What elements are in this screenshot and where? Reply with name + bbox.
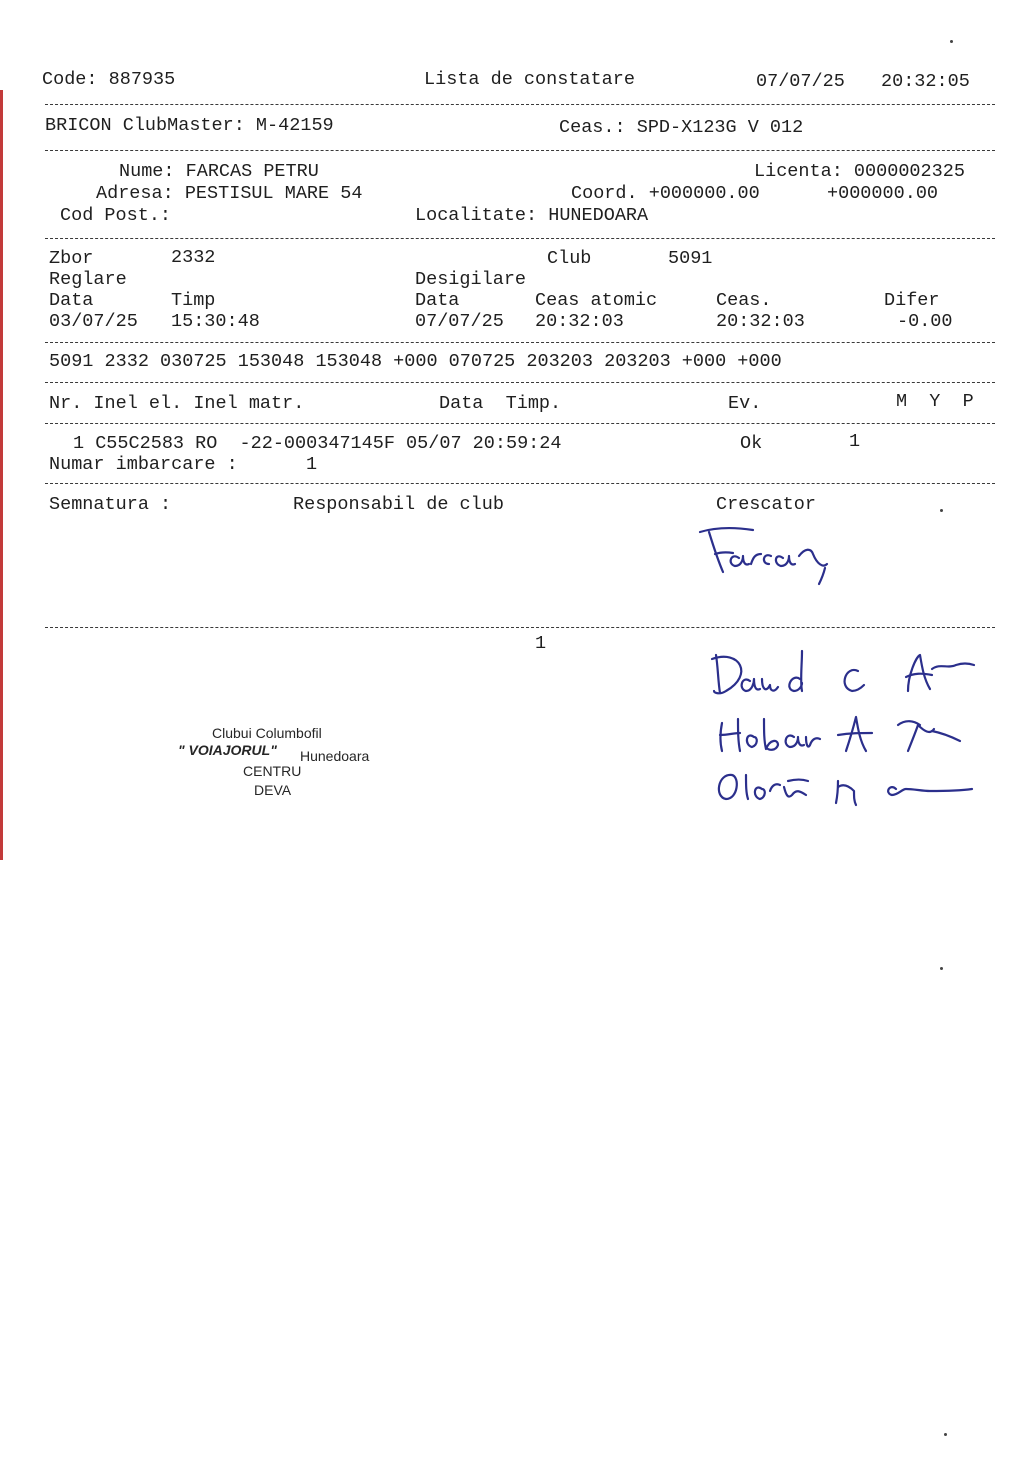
stamp-line4: DEVA [254,782,292,798]
club-responsible-label: Responsabil de club [293,494,504,515]
separator-line [45,238,995,239]
reglare-date: 03/07/25 [49,311,138,332]
clubmaster-id: BRICON ClubMaster: M-42159 [45,115,334,136]
stamp-line2: " VOIAJORUL" [178,742,277,758]
fancier-coord: Coord. +000000.00 [571,183,760,204]
boarding-label: Numar imbarcare : [49,454,238,475]
postal-code: Cod Post.: [60,205,172,226]
breeder-label: Crescator [716,494,816,515]
locality: Localitate: HUNEDOARA [415,205,649,226]
row-ev: Ok [740,433,763,454]
stamp-line2b: Hunedoara [300,748,370,764]
col-ev-header: Ev. [728,393,762,414]
fancier-address: Adresa: PESTISUL MARE 54 [96,183,363,204]
scan-speck [950,40,953,43]
separator-line [45,382,995,383]
raw-code-line: 5091 2332 030725 153048 153048 +000 070725 203203 203203 +000 +000 [49,351,782,372]
col-myp-header: M Y P [896,391,974,412]
reglare-label: Reglare [49,269,127,290]
difference-value: -0.00 [897,311,953,332]
separator-line [45,423,995,424]
row-m: 1 [849,431,861,452]
flight-label: Zbor [49,248,94,269]
document-title: Lista de constatare [424,69,635,90]
boarding-value: 1 [306,454,318,475]
atomic-time: 20:32:03 [535,311,624,332]
difference-label: Difer [884,290,940,311]
stamp-line3: CENTRU [243,763,302,779]
signature-label: Semnatura : [49,494,172,515]
fancier-coord-second: +000000.00 [827,183,939,204]
document-code: Code: 887935 [42,69,176,90]
data-label: Data [415,290,460,311]
separator-line [45,342,995,343]
club-label: Club [547,248,592,269]
header-date: 07/07/25 [756,71,845,92]
separator-line [45,483,995,484]
header-time: 20:32:05 [881,71,970,92]
scan-speck [944,1433,947,1436]
scan-speck [940,967,943,970]
data-label: Data [49,290,94,311]
fancier-name: Nume: FARCAS PETRU [119,161,319,182]
clock-label: Ceas. [716,290,772,311]
col-data-time-header: Data Timp. [439,393,562,414]
club-number: 5091 [668,248,713,269]
desigilare-date: 07/07/25 [415,311,504,332]
clock-id: Ceas.: SPD-X123G V 012 [559,117,804,138]
reglare-time: 15:30:48 [171,311,260,332]
stamp-line1: Clubui Columbofil [212,725,322,741]
clock-time: 20:32:03 [716,311,805,332]
separator-line [45,150,995,151]
timp-label: Timp [171,290,216,311]
separator-line [45,104,995,105]
desigilare-label: Desigilare [415,269,527,290]
red-edge-mark [0,90,3,860]
page-number: 1 [535,633,547,654]
separator-line [45,627,995,628]
commission-signatures [710,645,985,815]
flight-number: 2332 [171,247,216,268]
table-row: 1 C55C2583 RO -22-000347145F 05/07 20:59:24 [73,433,562,454]
col-ring-header: Nr. Inel el. Inel matr. [49,393,305,414]
scan-speck [940,509,943,512]
fancier-license: Licenta: 0000002325 [754,161,965,182]
breeder-signature [695,520,845,595]
atomic-clock-label: Ceas atomic [535,290,658,311]
